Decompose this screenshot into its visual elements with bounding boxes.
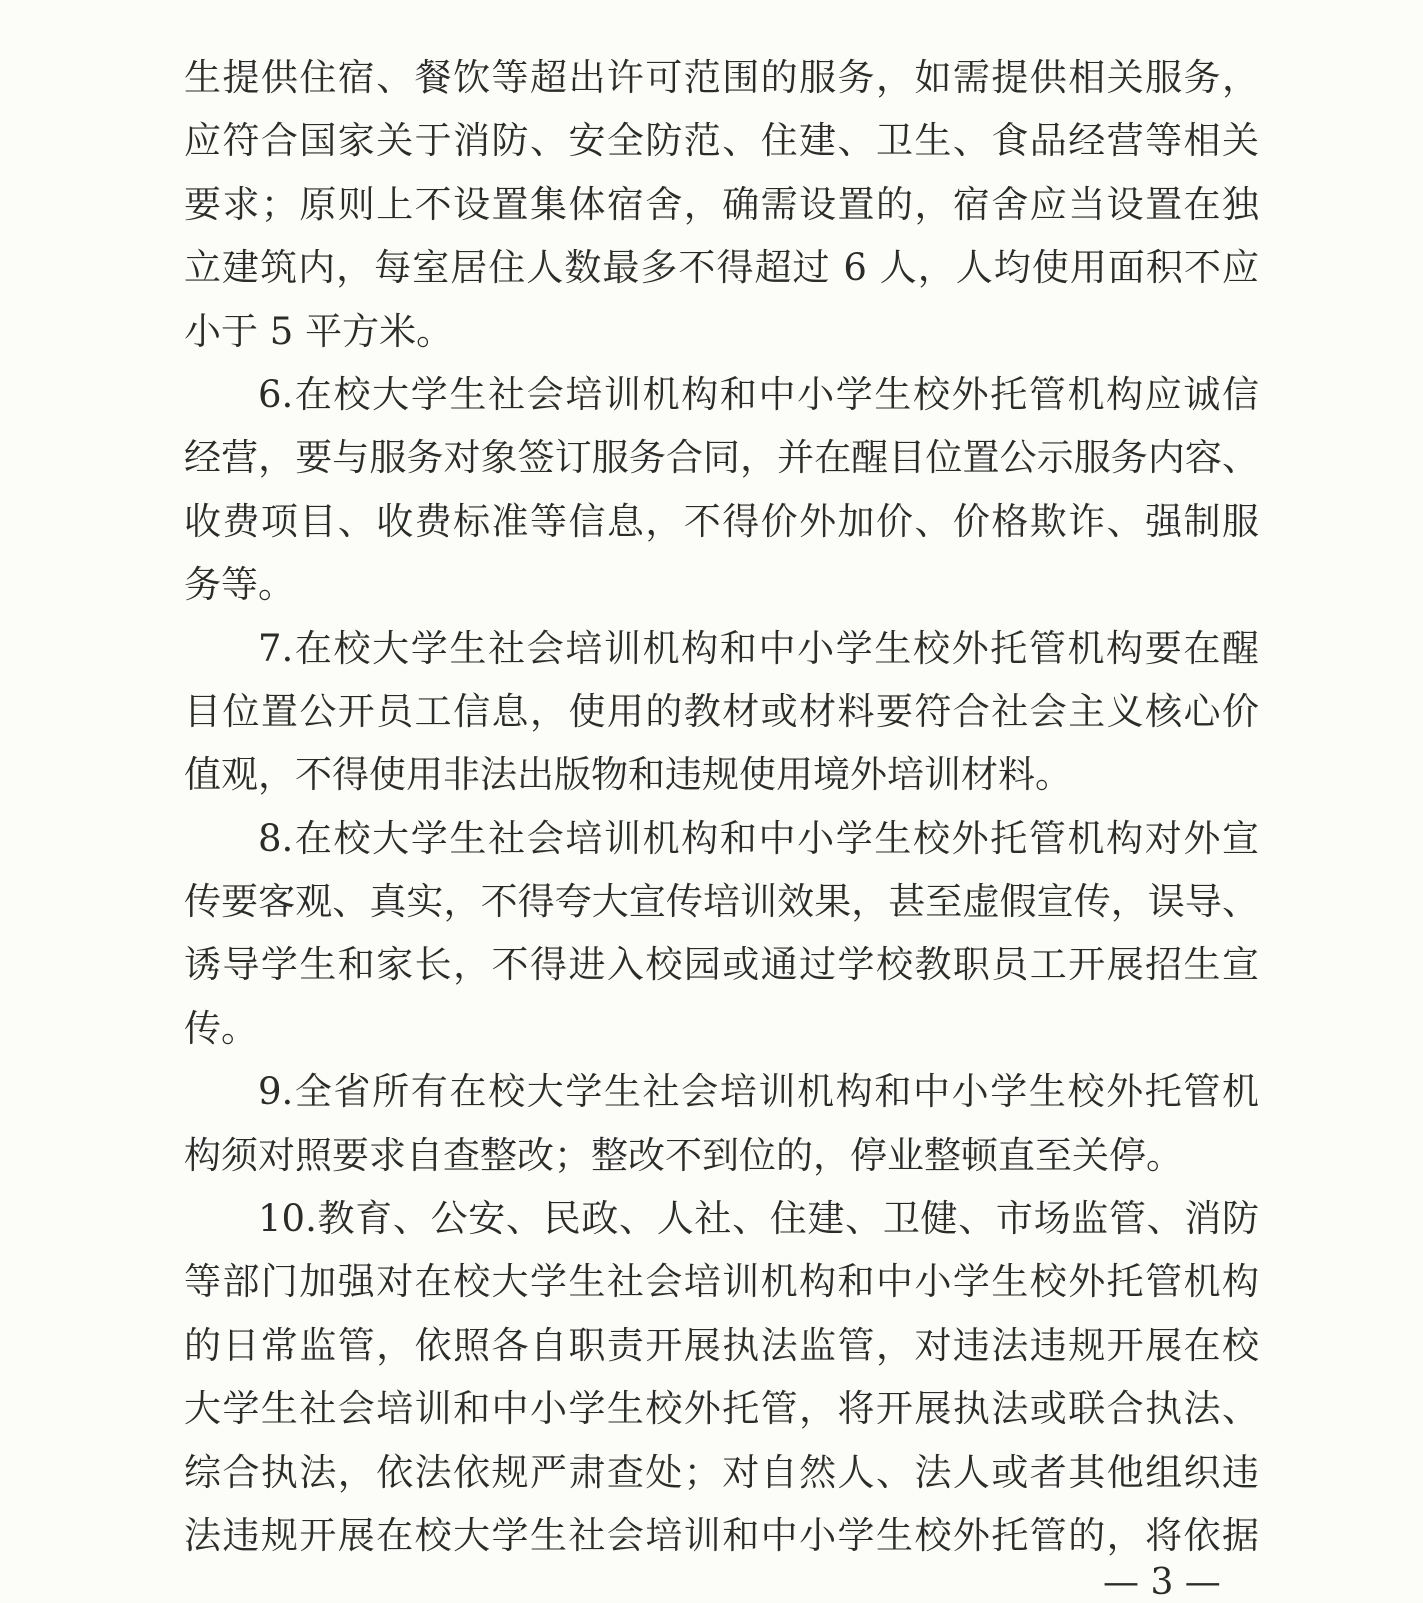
text-line: 法违规开展在校大学生社会培训和中小学生校外托管的，将依据 <box>184 1513 1259 1557</box>
text-line: 要求；原则上不设置集体宿舍，确需设置的，宿舍应当设置在独 <box>184 182 1259 226</box>
text-line: 目位置公开员工信息，使用的教材或材料要符合社会主义核心价 <box>184 689 1259 733</box>
text-line: 构须对照要求自查整改；整改不到位的，停业整顿直至关停。 <box>184 1133 1183 1177</box>
text-line: 等部门加强对在校大学生社会培训机构和中小学生校外托管机构 <box>184 1260 1259 1304</box>
text-line: 传。 <box>184 1006 258 1050</box>
text-line: 9.全省所有在校大学生社会培训机构和中小学生校外托管机 <box>258 1070 1259 1114</box>
text-line: 传要客观、真实，不得夸大宣传培训效果，甚至虚假宣传，误导、 <box>184 880 1259 924</box>
text-line: 综合执法，依法依规严肃查处；对自然人、法人或者其他组织违 <box>184 1450 1259 1494</box>
text-line: 7.在校大学生社会培训机构和中小学生校外托管机构要在醒 <box>258 626 1259 670</box>
text-line: 8.在校大学生社会培训机构和中小学生校外托管机构对外宣 <box>258 816 1259 860</box>
text-line: 收费项目、收费标准等信息，不得价外加价、价格欺诈、强制服 <box>184 499 1259 543</box>
text-line: 诱导学生和家长，不得进入校园或通过学校教职员工开展招生宣 <box>184 943 1259 987</box>
body-text <box>184 46 1259 1567</box>
page-number: — 3 — <box>1103 1562 1221 1603</box>
text-line: 应符合国家关于消防、安全防范、住建、卫生、食品经营等相关 <box>184 119 1259 163</box>
text-line: 生提供住宿、餐饮等超出许可范围的服务，如需提供相关服务， <box>184 56 1259 99</box>
text-line: 立建筑内，每室居住人数最多不得超过 6 人，人均使用面积不应 <box>184 246 1259 290</box>
text-line: 6.在校大学生社会培训机构和中小学生校外托管机构应诚信 <box>258 372 1259 416</box>
text-line: 小于 5 平方米。 <box>184 309 454 353</box>
text-line: 的日常监管，依照各自职责开展执法监管，对违法违规开展在校 <box>184 1323 1259 1367</box>
text-line: 务等。 <box>184 563 295 607</box>
text-line: 经营，要与服务对象签订服务合同，并在醒目位置公示服务内容、 <box>184 436 1259 480</box>
text-line: 值观，不得使用非法出版物和违规使用境外培训材料。 <box>184 753 1072 797</box>
text-line: 10.教育、公安、民政、人社、住建、卫健、市场监管、消防 <box>258 1197 1259 1241</box>
text-line: 大学生社会培训和中小学生校外托管，将开展执法或联合执法、 <box>184 1387 1259 1431</box>
